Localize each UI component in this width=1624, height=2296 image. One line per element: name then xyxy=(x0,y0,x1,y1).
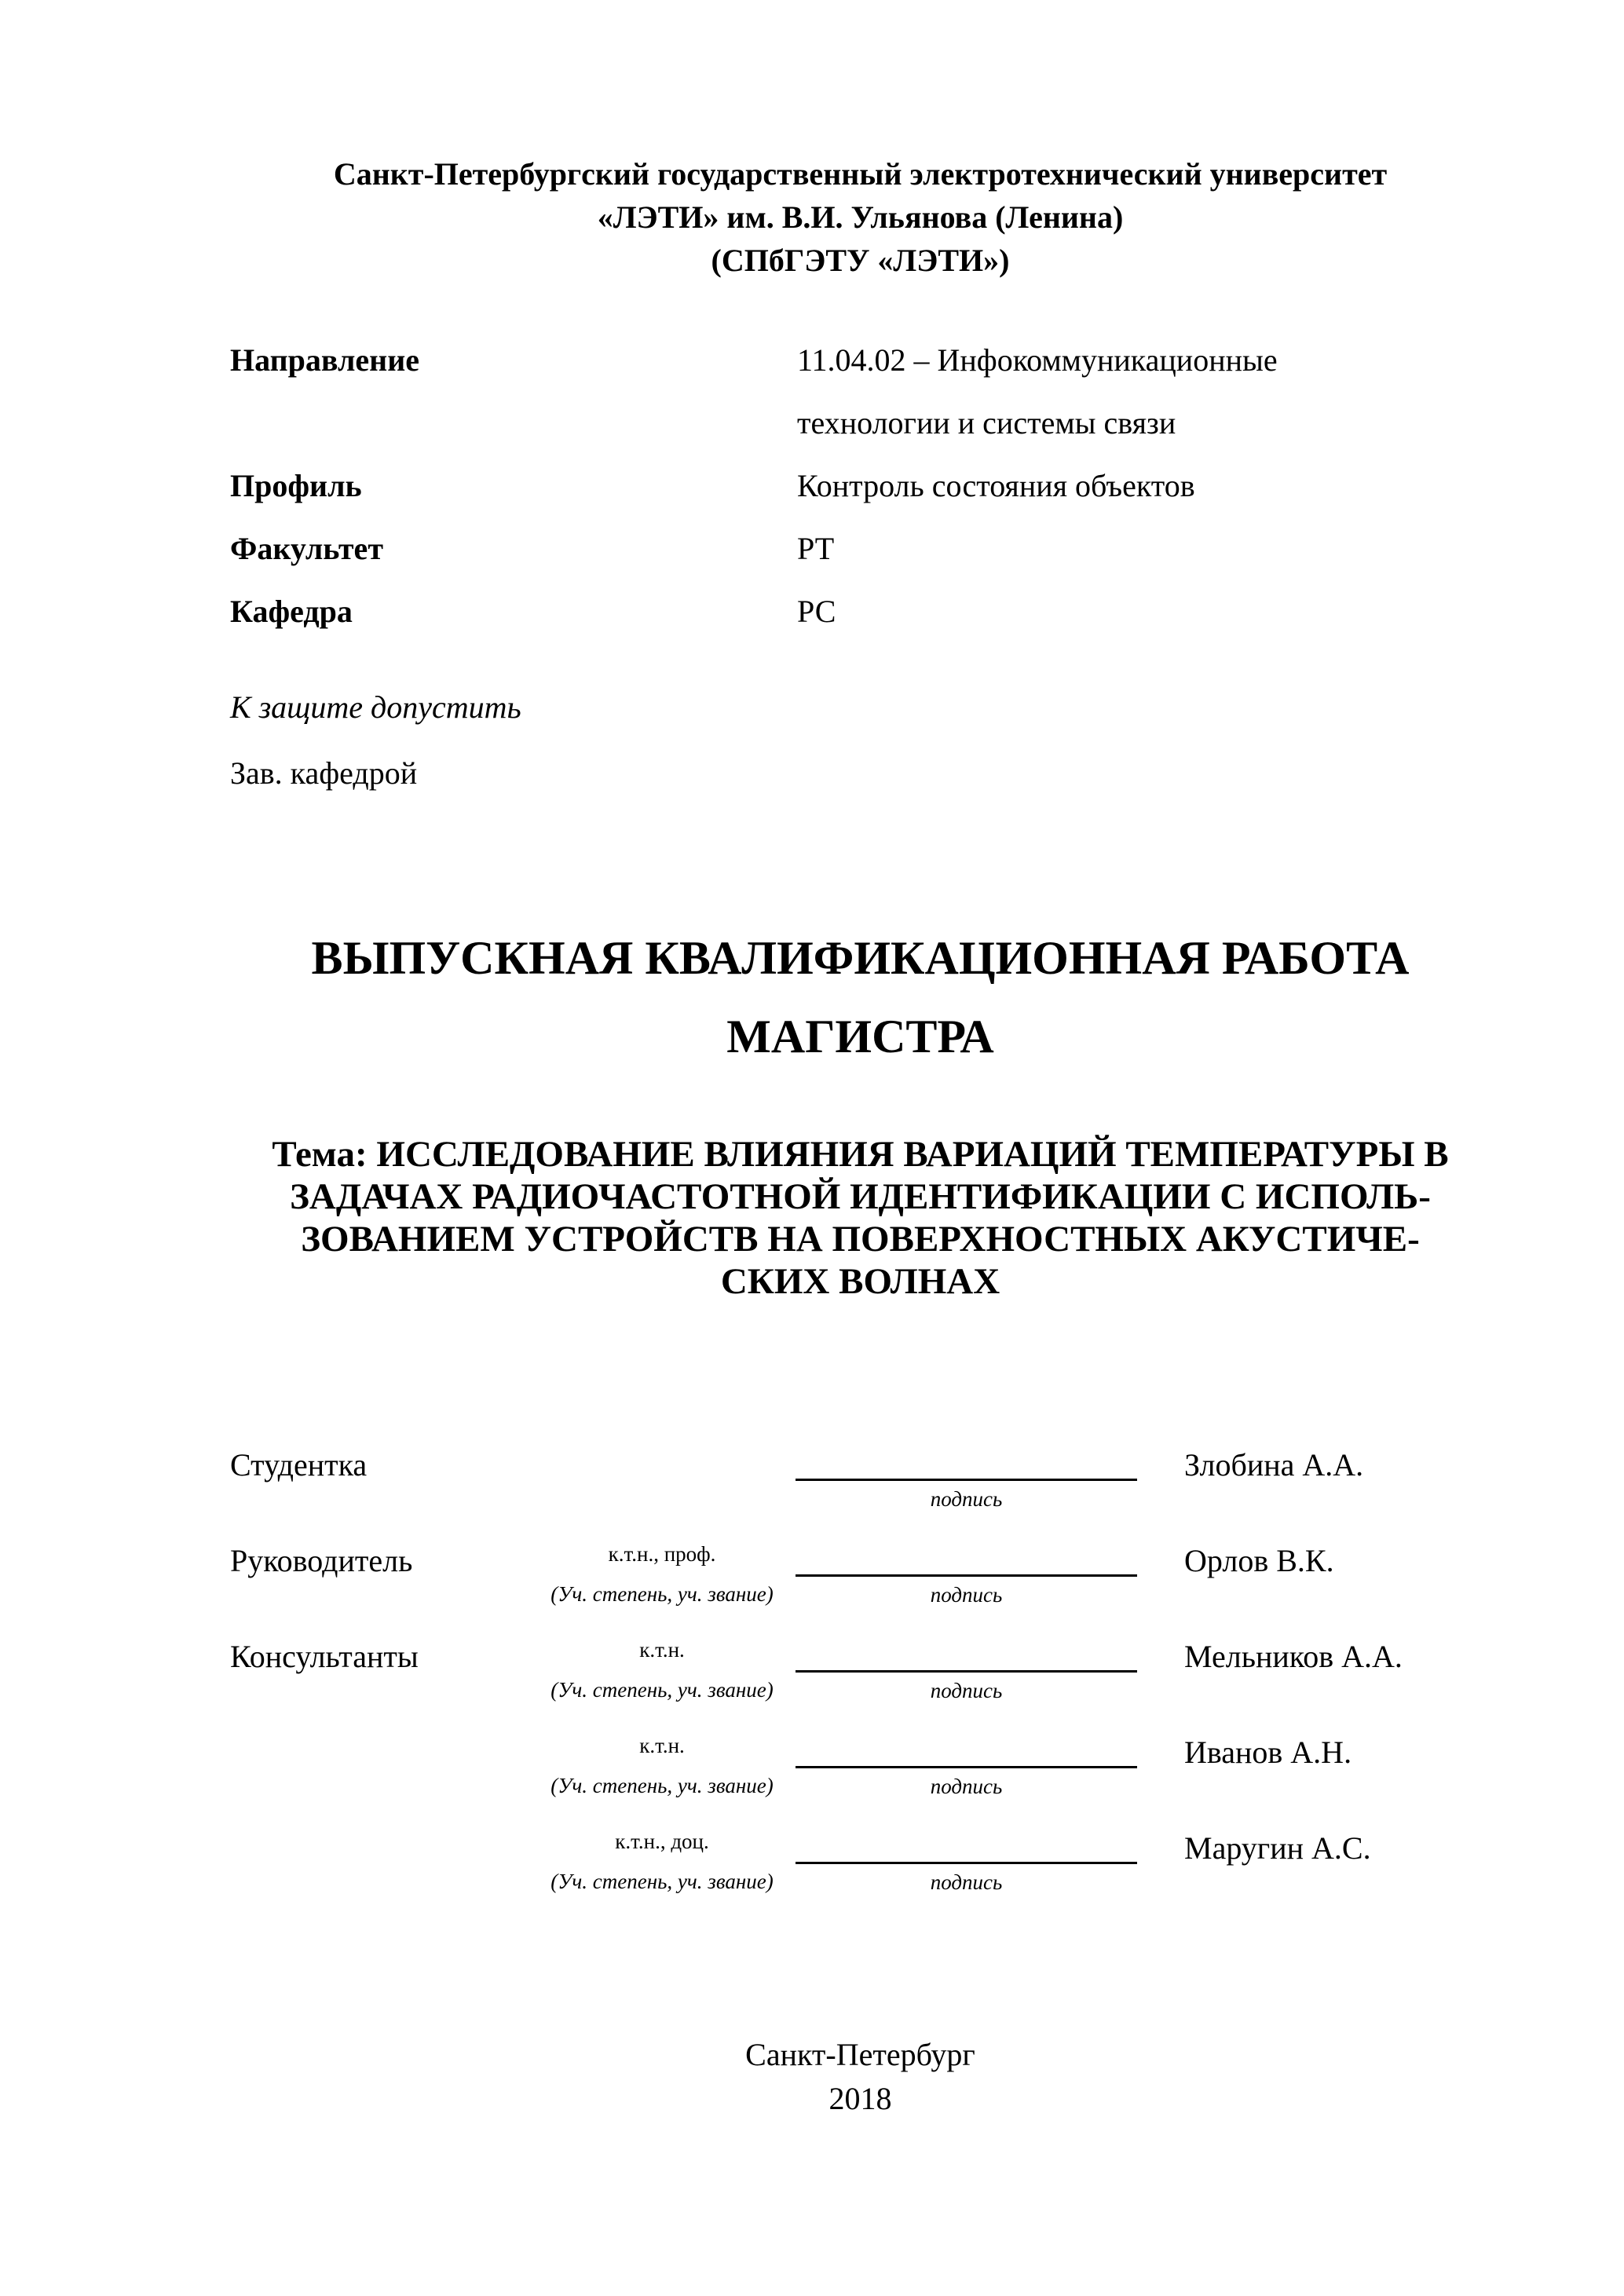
signatory-row xyxy=(230,1543,1490,1607)
university-name-line-1: Санкт-Петербургский государственный электротехнический университет xyxy=(333,156,1388,192)
topic-line-1: Тема: ИССЛЕДОВАНИЕ ВЛИЯНИЯ ВАРИАЦИЙ ТЕМПЕРАТУРЫ В xyxy=(272,1134,1449,1175)
approval-line: К защите допустить xyxy=(230,689,521,725)
degree-column xyxy=(529,1543,796,1607)
signature-area xyxy=(796,1639,1137,1703)
university-name-line-2: «ЛЭТИ» им. В.И. Ульянова (Ленина) xyxy=(597,199,1124,235)
program-fields xyxy=(230,329,1490,643)
signatory-name: Мельников А.А. xyxy=(1184,1639,1403,1674)
degree-column xyxy=(529,1639,796,1702)
field-row-faculty xyxy=(230,517,1490,580)
signature-area xyxy=(796,1830,1137,1895)
field-label: Кафедра xyxy=(230,594,353,629)
field-value: РС xyxy=(797,594,836,629)
signature-line xyxy=(796,1639,1137,1673)
signature-line xyxy=(796,1735,1137,1768)
signatory-row xyxy=(230,1830,1490,1895)
degree-label: к.т.н. xyxy=(639,1638,685,1662)
topic-line-3: ЗОВАНИЕМ УСТРОЙСТВ НА ПОВЕРХНОСТНЫХ АКУСТИЧЕ- xyxy=(301,1219,1420,1260)
signature-caption: подпись xyxy=(930,1679,1003,1702)
field-label: Профиль xyxy=(230,468,362,503)
signatory-name: Орлов В.К. xyxy=(1184,1543,1334,1578)
topic-line-4: СКИХ ВОЛНАХ xyxy=(720,1261,1000,1302)
signature-area xyxy=(796,1735,1137,1799)
field-label: Направление xyxy=(230,342,419,378)
degree-column xyxy=(529,1830,796,1894)
field-label: Факультет xyxy=(230,531,383,566)
degree-column xyxy=(529,1735,796,1798)
signature-block xyxy=(230,1447,1490,1895)
field-row-department xyxy=(230,580,1490,643)
signatory-name: Злобина А.А. xyxy=(1184,1447,1364,1483)
signature-caption: подпись xyxy=(930,1870,1003,1894)
city-name: Санкт-Петербург xyxy=(745,2037,975,2072)
approval-block xyxy=(230,675,1490,806)
degree-label: к.т.н., проф. xyxy=(608,1542,716,1566)
signature-caption: подпись xyxy=(930,1775,1003,1798)
degree-caption: (Уч. степень, уч. звание) xyxy=(550,1678,774,1702)
field-value: Контроль состояния объектов xyxy=(797,468,1195,503)
signature-area xyxy=(796,1543,1137,1607)
department-head-line: Зав. кафедрой xyxy=(230,755,418,791)
degree-label: к.т.н. xyxy=(639,1734,685,1757)
degree-column xyxy=(529,1447,796,1461)
thesis-title-line-1: ВЫПУСКНАЯ КВАЛИФИКАЦИОННАЯ РАБОТА xyxy=(311,932,1410,984)
degree-caption: (Уч. степень, уч. звание) xyxy=(550,1582,774,1606)
role-label: Студентка xyxy=(230,1447,368,1483)
signatory-name: Маругин А.С. xyxy=(1184,1830,1371,1866)
signatory-row xyxy=(230,1639,1490,1703)
footer xyxy=(230,2033,1490,2121)
degree-caption: (Уч. степень, уч. звание) xyxy=(550,1870,774,1893)
thesis-title-line-2: МАГИСТРА xyxy=(726,1011,994,1062)
topic-line-2: ЗАДАЧАХ РАДИОЧАСТОТНОЙ ИДЕНТИФИКАЦИИ С ИСПОЛЬ- xyxy=(290,1176,1431,1217)
field-row-direction xyxy=(230,329,1490,455)
field-value: 11.04.02 – Инфокоммуникационные технологии и системы связи xyxy=(797,342,1278,441)
field-value: РТ xyxy=(797,531,835,566)
degree-label: к.т.н., доц. xyxy=(615,1830,709,1853)
signature-caption: подпись xyxy=(930,1583,1003,1607)
signature-caption: подпись xyxy=(930,1487,1003,1511)
year: 2018 xyxy=(828,2081,892,2116)
signature-line xyxy=(796,1447,1137,1481)
university-name-line-3: (СПбГЭТУ «ЛЭТИ») xyxy=(711,243,1010,278)
signature-line xyxy=(796,1830,1137,1864)
role-label: Консультанты xyxy=(230,1639,419,1674)
field-row-profile xyxy=(230,455,1490,517)
university-header xyxy=(230,152,1490,282)
signatory-row xyxy=(230,1447,1490,1512)
signature-line xyxy=(796,1543,1137,1577)
thesis-topic xyxy=(230,1133,1490,1303)
signatory-row xyxy=(230,1735,1490,1799)
role-label: Руководитель xyxy=(230,1543,413,1578)
degree-caption: (Уч. степень, уч. звание) xyxy=(550,1774,774,1797)
signature-area xyxy=(796,1447,1137,1512)
signatory-name: Иванов А.Н. xyxy=(1184,1735,1352,1770)
thesis-title xyxy=(230,919,1490,1076)
